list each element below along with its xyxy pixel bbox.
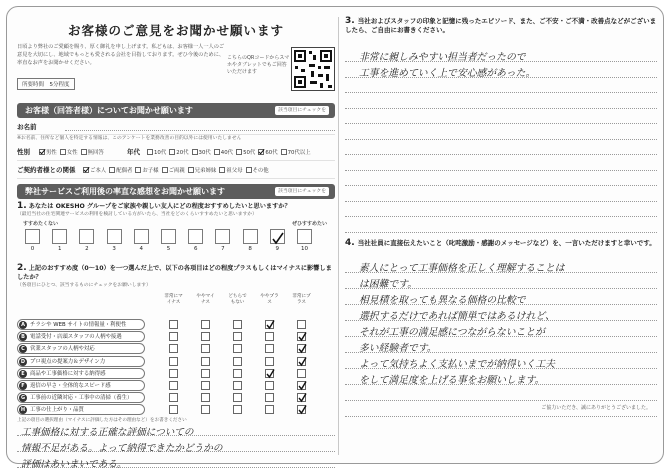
intro-area <box>17 43 335 99</box>
ruled-line <box>345 139 657 140</box>
relation-label: ご契約者様との関係 <box>17 166 76 174</box>
privacy-note: ※お名前、住所など個人を特定する情報は、このアンケートを業務改善の目的以外には使用いたしません <box>17 136 242 141</box>
relation-options <box>83 166 269 174</box>
section1-header: お客様（回答者様）についてお聞かせ願います 該当項目にチェックを <box>17 103 335 118</box>
relation-option[interactable] <box>162 166 185 174</box>
relation-option-label: お子様 <box>142 167 159 174</box>
q4-handwriting-3: 相見積を取っても異なる価格の比較で <box>359 295 526 306</box>
factor-checkbox[interactable] <box>297 381 306 390</box>
intro-left <box>17 43 227 99</box>
ruled-line <box>345 288 657 289</box>
age-label: 年代 <box>127 148 140 156</box>
factor-label: F 返信の早さ・全体的なスピード感 <box>17 380 145 391</box>
thanks-note: ご協力いただき、誠にありがとうございました。 <box>541 405 651 411</box>
factor-label: G 工事前の近隣対応・工事中の清掃（養生） <box>17 392 145 403</box>
factor-checkbox[interactable] <box>169 357 178 366</box>
q4-handwriting-5: それが工事の満足感につながらないことが <box>359 327 545 338</box>
scale-number: 6 <box>193 246 198 252</box>
ruled-line <box>345 232 657 233</box>
q3-answer-area[interactable] <box>345 39 657 229</box>
ruled-line <box>345 77 657 78</box>
factor-checkbox[interactable] <box>297 332 306 341</box>
age-option[interactable] <box>281 148 311 156</box>
factor-checkbox[interactable] <box>233 369 242 378</box>
gender-option[interactable] <box>81 148 104 156</box>
ruled-line <box>345 368 657 369</box>
age-option-label: 10代 <box>154 149 167 156</box>
factor-checkbox[interactable] <box>265 357 274 366</box>
ruled-line <box>345 61 657 62</box>
factor-checkbox[interactable] <box>201 405 210 414</box>
reason-note: 上記の項目の選択理由（マイナスに評価した方はその理由など）をお書きください <box>17 418 187 423</box>
relation-option[interactable] <box>135 166 158 174</box>
scale-number: 1 <box>57 246 62 252</box>
ruled-line <box>345 400 657 401</box>
factor-checkbox[interactable] <box>297 320 306 329</box>
factor-checkbox[interactable] <box>201 393 210 402</box>
relation-option[interactable] <box>219 166 242 174</box>
factor-label: H 工事の仕上がり・品質 <box>17 404 145 415</box>
q1-question: 1. あなたは OKESHO グループをご家族や親しい友人にどの程度おすすめしたいと思いますか？ <box>17 201 291 211</box>
scale-number: 9 <box>275 246 280 252</box>
factor-checkbox[interactable] <box>297 357 306 366</box>
q2-note: （各項目にひとつ、該当するものにチェックをお願いします） <box>17 283 151 288</box>
factor-row <box>17 343 335 355</box>
ruled-line <box>345 304 657 305</box>
age-option-label: 30代 <box>198 149 211 156</box>
q4-answer-area[interactable] <box>345 254 657 418</box>
factor-checkbox[interactable] <box>265 320 274 329</box>
time-estimate: 所要時間 5分程度 <box>17 78 75 90</box>
scale-number: 3 <box>112 246 116 252</box>
gender-age-row <box>17 143 335 161</box>
q4-handwriting-4: 選択するだけであれば簡単ではあるけれど、 <box>359 311 555 322</box>
factor-checkbox[interactable] <box>297 405 306 414</box>
relation-option-label: 配偶者 <box>116 167 133 174</box>
age-option[interactable] <box>169 148 188 156</box>
relation-option-label: ご本人 <box>90 167 107 174</box>
scale-number: 8 <box>248 246 252 252</box>
checkbox[interactable] <box>83 167 89 173</box>
relation-option-label: 兄弟姉妹 <box>194 167 217 174</box>
age-option[interactable] <box>236 148 255 156</box>
ruled-line <box>345 384 657 385</box>
q4-handwriting-1: 素人にとって工事価格を正しく理解することは <box>359 263 565 274</box>
q3-handwriting-1: 非常に親しみやすい担当者だったので <box>359 52 526 63</box>
scale-box[interactable] <box>297 229 312 244</box>
checkbox[interactable] <box>39 149 45 155</box>
scale-number: 4 <box>139 246 144 252</box>
checkbox[interactable] <box>219 167 225 173</box>
age-option[interactable] <box>192 148 211 156</box>
check-tag: 該当項目にチェックを <box>275 106 329 115</box>
relation-option[interactable] <box>83 166 106 174</box>
factor-checkbox[interactable] <box>201 381 210 390</box>
grid-column-header: ややマイナス <box>196 294 215 305</box>
relation-option[interactable] <box>109 166 132 174</box>
checkbox[interactable] <box>169 149 175 155</box>
scale-box[interactable] <box>107 229 122 244</box>
factor-row <box>17 368 335 380</box>
checkbox[interactable] <box>236 149 242 155</box>
factor-checkbox[interactable] <box>233 405 242 414</box>
qr-note: こちらのQRコードからスマホやタブレットでもご回答いただけます <box>227 55 290 75</box>
q2-question: 2. 上記のおすすめ度（0〜10）を一つ選んだ上で、以下の各項目はどの程度プラスもしくはマイナスに影響しましたか？ <box>17 263 332 281</box>
factor-row <box>17 392 335 404</box>
scale-number: 5 <box>166 246 171 252</box>
ruled-line <box>345 216 657 217</box>
ruled-line <box>345 123 657 124</box>
relation-row <box>17 161 335 179</box>
q4-handwriting-6: 多い経験者です。 <box>359 343 437 354</box>
gender-options <box>39 148 127 156</box>
factor-checkbox[interactable] <box>169 381 178 390</box>
factor-row <box>17 404 335 416</box>
gender-option-label: 女性 <box>66 149 78 156</box>
relation-option[interactable] <box>188 166 217 174</box>
checkbox[interactable] <box>147 149 153 155</box>
factor-checkbox[interactable] <box>233 344 242 353</box>
factor-checkbox[interactable] <box>201 332 210 341</box>
grid-column-header: 非常にプラス <box>292 294 311 305</box>
scale-box[interactable] <box>215 229 230 244</box>
factor-checkbox[interactable] <box>169 405 178 414</box>
age-option-label: 70代以上 <box>287 149 311 156</box>
factor-label: E 商品や工事価格に対する納得感 <box>17 368 145 379</box>
factor-checkbox[interactable] <box>297 393 306 402</box>
name-row <box>17 118 335 135</box>
factor-checkbox[interactable] <box>201 344 210 353</box>
factor-checkbox[interactable] <box>169 393 178 402</box>
factor-checkbox[interactable] <box>233 357 242 366</box>
factor-row <box>17 356 335 368</box>
factor-checkbox[interactable] <box>297 344 306 353</box>
reason-area[interactable] <box>17 424 335 472</box>
scale-box[interactable] <box>188 229 203 244</box>
checkbox[interactable] <box>109 167 115 173</box>
name-field[interactable] <box>65 121 335 131</box>
factor-checkbox[interactable] <box>169 369 178 378</box>
ruled-line <box>345 108 657 109</box>
ruled-line <box>345 92 657 93</box>
factor-checkbox[interactable] <box>201 357 210 366</box>
factor-row <box>17 380 335 392</box>
checkbox[interactable] <box>246 167 252 173</box>
gender-option-label: 男性 <box>46 149 57 156</box>
factor-checkbox[interactable] <box>233 320 242 329</box>
grid-column-header: ややプラス <box>260 294 279 305</box>
grid-column-header: 非常にマイナス <box>164 294 183 305</box>
page-title: お客様のご意見をお聞かせ願います <box>67 23 284 38</box>
factor-checkbox[interactable] <box>265 332 274 341</box>
checkbox[interactable] <box>81 149 87 155</box>
intro-text: 日頃より弊社のご愛顧を賜り、厚く御礼を申し上げます。私どもは、お客様一人一人のご意見を大切にし、地域でもっとも愛される会社を目指しております。ぜひ今後のために、率直なお声をお聞かせください。 <box>17 44 225 66</box>
factor-label: C 営業スタッフの人柄や対応 <box>17 343 145 354</box>
factor-checkbox[interactable] <box>265 369 274 378</box>
name-label: お名前 <box>17 122 37 131</box>
age-options <box>147 148 311 156</box>
scale-box[interactable] <box>52 229 67 244</box>
factor-checkbox[interactable] <box>233 393 242 402</box>
ruled-line <box>345 272 657 273</box>
scale-box[interactable] <box>134 229 149 244</box>
gender-option[interactable] <box>39 148 57 156</box>
ruled-line <box>345 416 657 417</box>
checkbox[interactable] <box>214 149 220 155</box>
scale-number: 2 <box>85 246 89 252</box>
scale-box[interactable] <box>161 229 176 244</box>
factor-checkbox[interactable] <box>265 393 274 402</box>
scale-box[interactable] <box>25 229 40 244</box>
factor-checkbox[interactable] <box>169 332 178 341</box>
age-option[interactable] <box>214 148 233 156</box>
left-column <box>17 15 335 470</box>
check-tag: 該当項目にチェックを <box>275 187 329 196</box>
grid-column-header: どちらでもない <box>228 294 247 305</box>
relation-option-label: ご両親 <box>168 167 185 174</box>
section2-header: 弊社サービスご利用後の率直な感想をお聞かせ願います 該当項目にチェックを <box>17 184 335 199</box>
factor-checkbox[interactable] <box>201 369 210 378</box>
ruled-line <box>345 201 657 202</box>
factor-row <box>17 319 335 331</box>
q4-question: 4. 当社社員に直接伝えたいこと（叱咤激励・感謝のメッセージなど）を、一言いただけますと幸いです。 <box>345 238 656 248</box>
factor-checkbox[interactable] <box>201 320 210 329</box>
reason-handwriting-3: 評価はあいまいである。 <box>21 459 127 470</box>
gender-option-label: 無回答 <box>87 149 104 156</box>
reason-handwriting-1: 工事価格に対する正確な評価についての <box>21 427 194 438</box>
factor-grid <box>17 291 335 417</box>
age-option-label: 40代 <box>220 149 234 156</box>
scale-right-end: ぜひすすめたい <box>291 221 327 227</box>
q3-handwriting-2: 工事を進めていく上で安心感があった。 <box>359 68 536 79</box>
factor-checkbox[interactable] <box>233 332 242 341</box>
factor-checkbox[interactable] <box>169 344 178 353</box>
checkbox[interactable] <box>188 167 194 173</box>
checkbox[interactable] <box>60 149 66 155</box>
factor-checkbox[interactable] <box>169 320 178 329</box>
checkbox[interactable] <box>192 149 198 155</box>
column-divider <box>338 17 339 455</box>
age-option[interactable] <box>147 148 166 156</box>
recommend-scale <box>17 220 335 264</box>
checkbox[interactable] <box>135 167 141 173</box>
relation-option[interactable] <box>246 166 269 174</box>
factor-row <box>17 331 335 343</box>
factor-label: D プロ視点の提案力＆デザイン力 <box>17 356 145 367</box>
age-option[interactable] <box>258 148 277 156</box>
scale-left-end: すすめたくない <box>23 221 59 227</box>
right-column <box>345 17 657 455</box>
q3-question: 3. 当社およびスタッフの印象と記憶に残ったエピソード、また、ご不安・ご不満・改善点などがございましたら、ご自由にお書きください。 <box>345 16 657 34</box>
ruled-line <box>345 336 657 337</box>
scale-number: 10 <box>301 246 308 252</box>
q4-handwriting-7: よって気持ちよく支払いまでが納得いく工夫 <box>359 359 555 370</box>
scale-number: 0 <box>30 246 35 252</box>
ruled-line <box>345 170 657 171</box>
scale-number: 7 <box>221 246 225 252</box>
factor-checkbox[interactable] <box>233 381 242 390</box>
qr-code-icon[interactable] <box>291 47 335 91</box>
age-option-label: 50代 <box>243 149 256 156</box>
scale-box[interactable] <box>79 229 94 244</box>
scale-box[interactable] <box>270 229 285 244</box>
age-option-label: 20代 <box>176 149 189 156</box>
ruled-line <box>345 154 657 155</box>
checkbox[interactable] <box>162 167 168 173</box>
factor-checkbox[interactable] <box>265 381 274 390</box>
factor-label: A チラシや WEB サイトの情報量・利便性 <box>17 319 145 330</box>
checkbox[interactable] <box>281 149 287 155</box>
q4-handwriting-8: をして満足度を上げる事をお願いします。 <box>359 375 545 386</box>
ruled-line <box>345 352 657 353</box>
factor-label: B 電話受付・店頭スタッフの人柄や接遇 <box>17 331 145 342</box>
checkbox[interactable] <box>258 149 264 155</box>
age-option-label: 60代 <box>265 149 278 156</box>
reason-handwriting-2: 情報不足がある。よって納得できたかどうかの <box>21 443 223 454</box>
factor-checkbox[interactable] <box>265 344 274 353</box>
factor-checkbox[interactable] <box>265 405 274 414</box>
relation-option-label: その他 <box>252 167 269 174</box>
factor-checkbox[interactable] <box>297 369 306 378</box>
scale-box[interactable] <box>243 229 258 244</box>
q1-note: （最近当社の住宅関連サービスの利用を検討している方がいたら、当社をどのくらいすすめたいと思いますか） <box>17 212 257 217</box>
relation-option-label: 祖父母 <box>226 167 243 174</box>
q4-handwriting-2: は困難です。 <box>359 279 417 290</box>
ruled-line <box>345 185 657 186</box>
ruled-line <box>345 320 657 321</box>
gender-option[interactable] <box>60 148 78 156</box>
gender-label: 性別 <box>17 148 30 156</box>
survey-sheet <box>6 6 664 470</box>
